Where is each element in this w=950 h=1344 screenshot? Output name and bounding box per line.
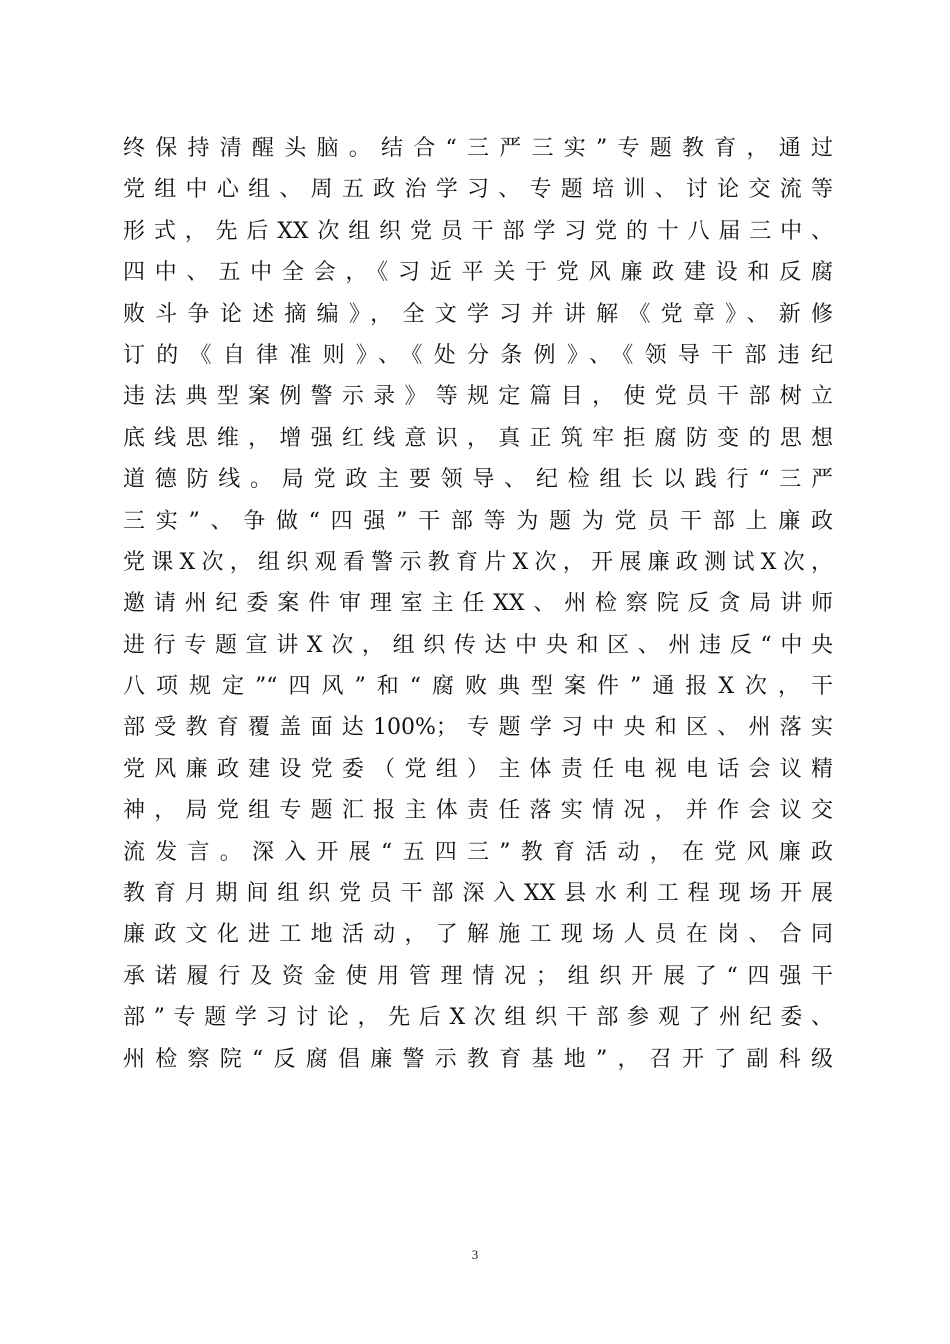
text-line: 部”专题学习讨论，先后X次组织干部参观了州纪委、 <box>123 1005 833 1031</box>
text-line: 邀请州纪委案件审理室主任XX、州检察院反贪局讲师 <box>123 591 833 617</box>
text-line: 流发言。深入开展“五四三”教育活动，在党风廉政 <box>123 839 833 865</box>
text-line: 终保持清醒头脑。结合“三严三实”专题教育，通过 <box>123 136 833 161</box>
text-line: 违法典型案例警示录》等规定篇目，使党员干部树立 <box>123 384 833 410</box>
text-line: 形式，先后XX次组织党员干部学习党的十八届三中、 <box>123 218 833 244</box>
text-line: 党风廉政建设党委（党组）主体责任电视电话会议精 <box>123 756 833 782</box>
text-line: 底线思维，增强红线意识，真正筑牢拒腐防变的思想 <box>123 425 833 451</box>
text-line: 订的《自律准则》、《处分条例》、《领导干部违纪 <box>123 342 833 368</box>
text-line: 承诺履行及资金使用管理情况；组织开展了“四强干 <box>123 963 833 989</box>
text-line: 四中、五中全会，《习近平关于党风廉政建设和反腐 <box>123 260 833 286</box>
text-line: 部受教育覆盖面达100%；专题学习中央和区、州落实 <box>123 715 833 741</box>
body-text <box>123 128 833 1080</box>
text-line: 党组中心组、周五政治学习、专题培训、讨论交流等 <box>123 177 833 203</box>
text-line: 败斗争论述摘编》，全文学习并讲解《党章》、新修 <box>123 301 833 327</box>
text-line: 神，局党组专题汇报主体责任落实情况，并作会议交 <box>123 798 833 824</box>
text-line: 廉政文化进工地活动，了解施工现场人员在岗、合同 <box>123 922 833 948</box>
text-line: 进行专题宣讲X次，组织传达中央和区、州违反“中央 <box>123 632 833 658</box>
text-line: 州检察院“反腐倡廉警示教育基地”，召开了副科级 <box>123 1046 833 1072</box>
text-line: 教育月期间组织党员干部深入XX县水利工程现场开展 <box>123 881 833 907</box>
page-number: 3 <box>471 1247 479 1262</box>
text-line: 八项规定”“四风”和“腐败典型案件”通报X次，干 <box>123 674 833 700</box>
text-line: 党课X次，组织观看警示教育片X次，开展廉政测试X次， <box>123 549 833 575</box>
text-line: 三实”、争做“四强”干部等为题为党员干部上廉政 <box>123 508 833 534</box>
text-line: 道德防线。局党政主要领导、纪检组长以践行“三严 <box>123 467 833 493</box>
